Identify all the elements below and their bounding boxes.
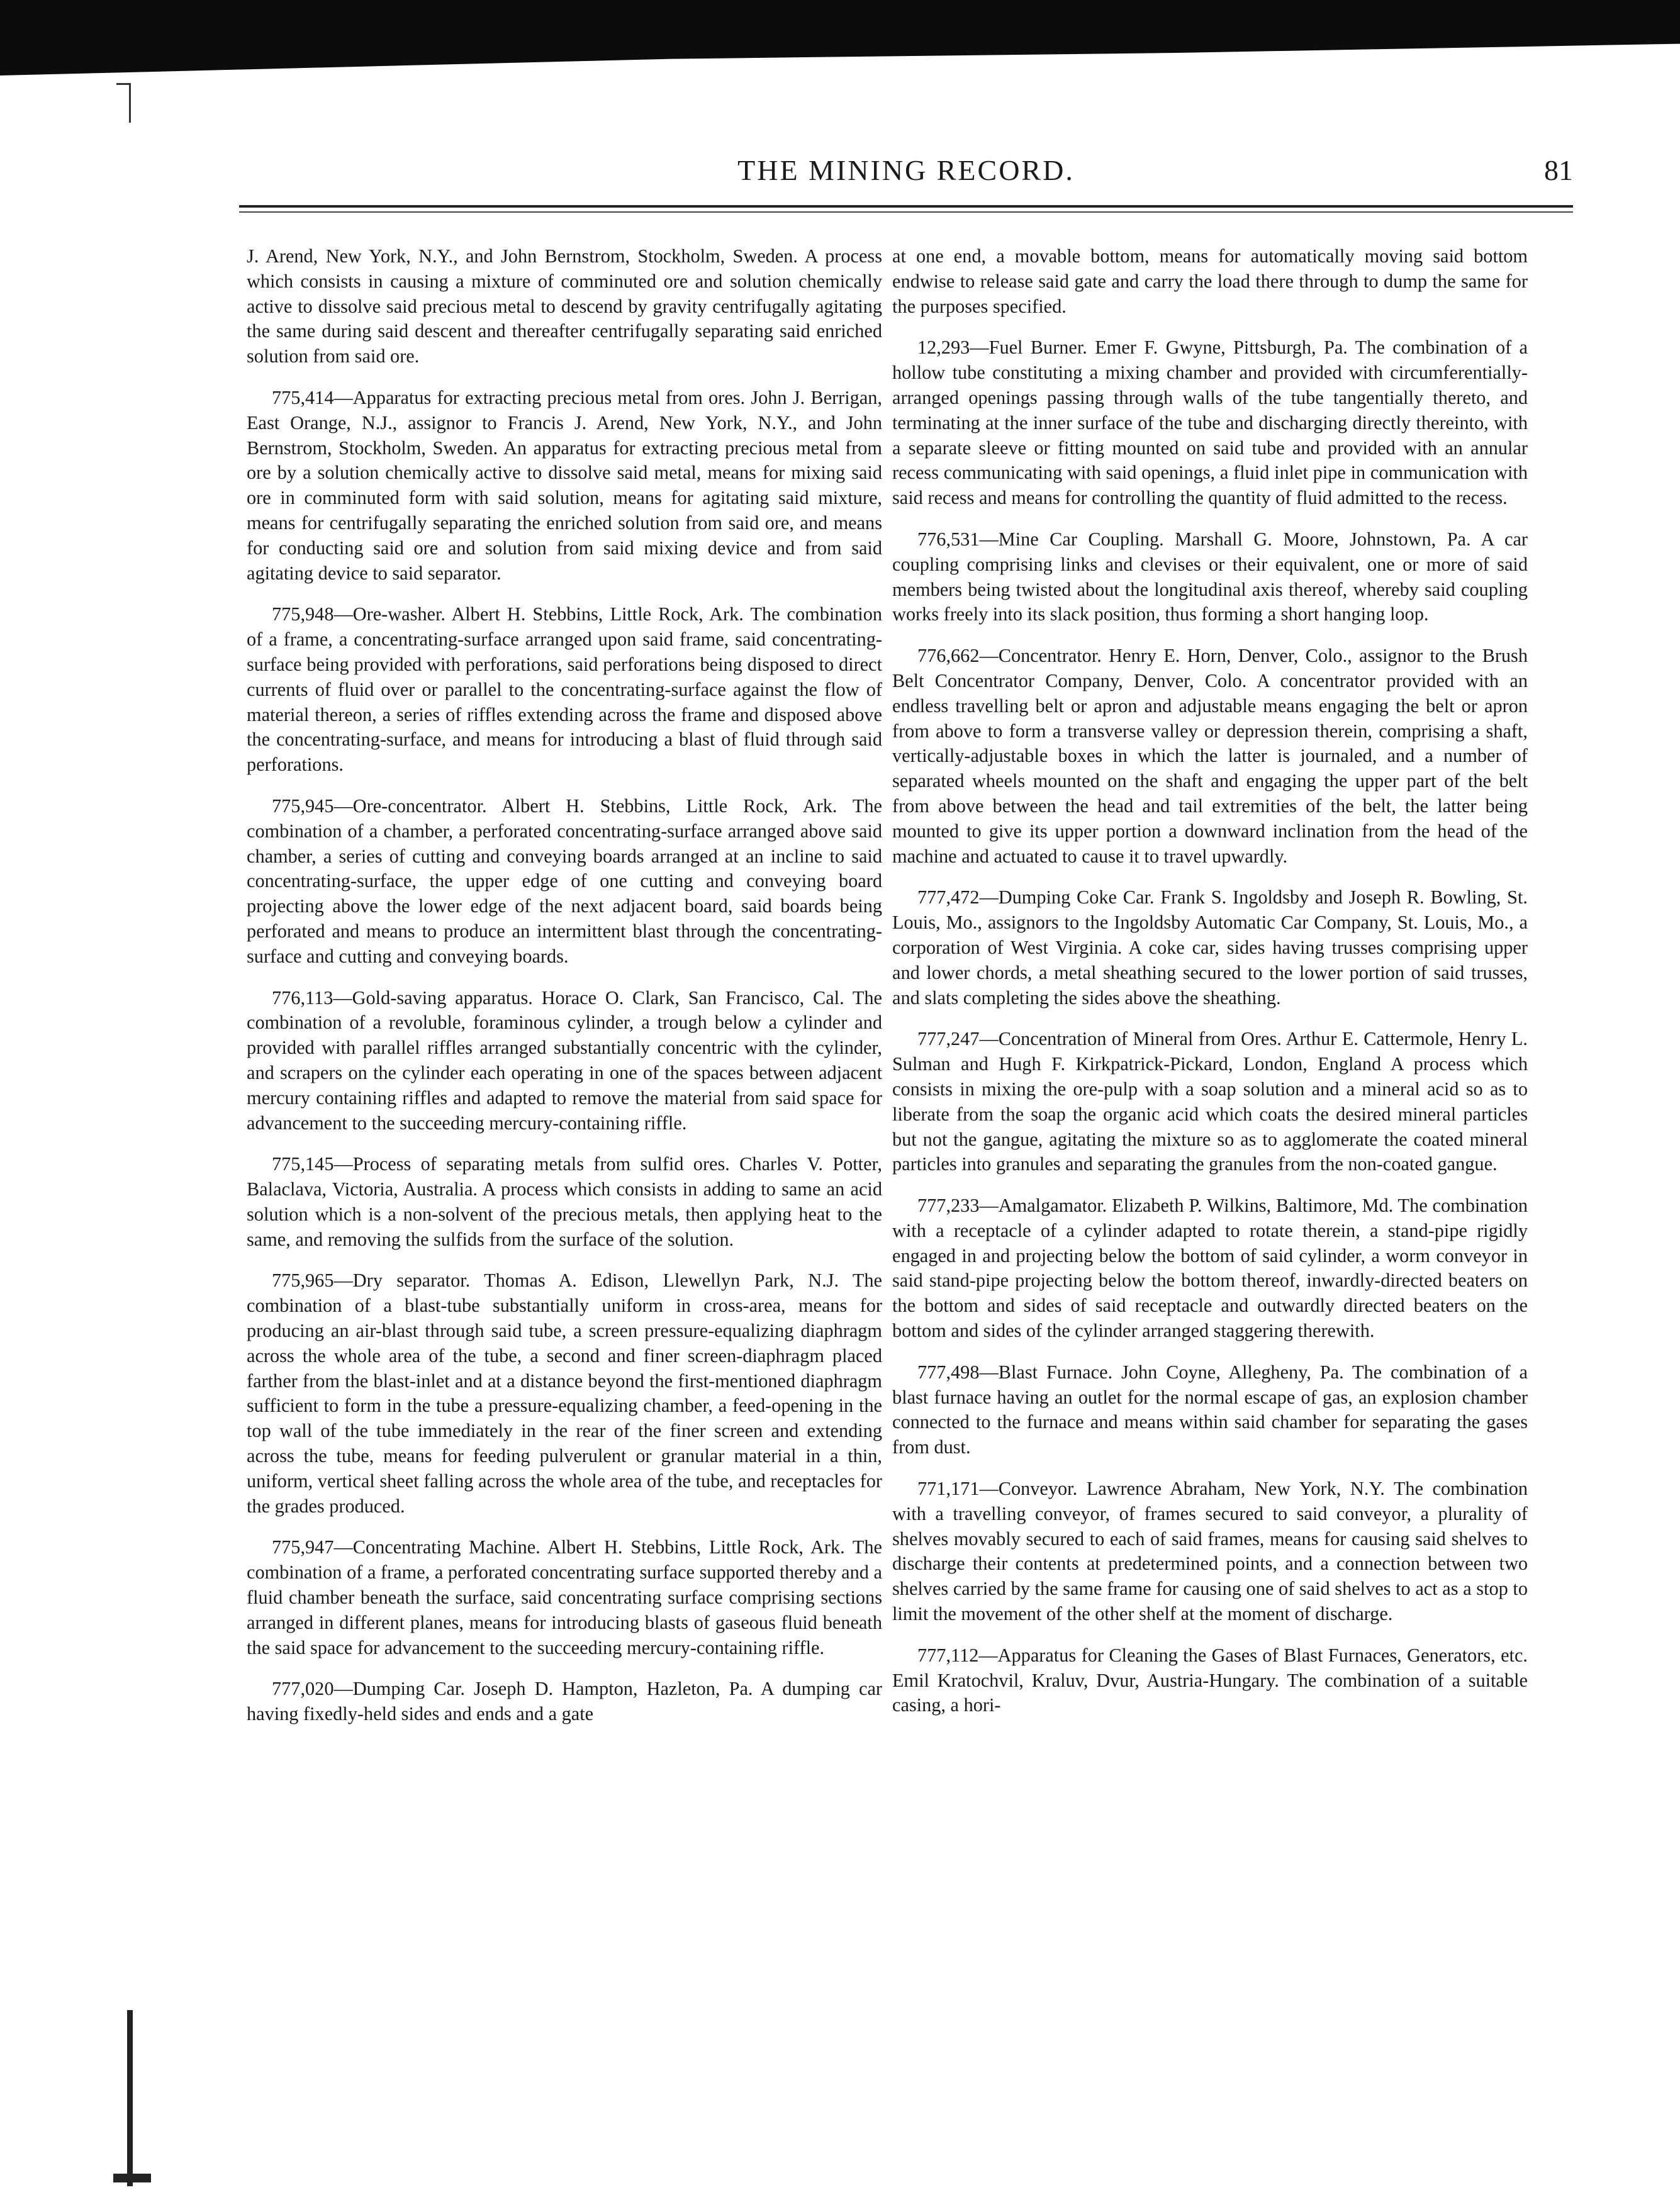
header-rule-thin: [239, 211, 1573, 213]
patent-entry: 12,293—Fuel Burner. Emer F. Gwyne, Pittsburgh, Pa. The combination of a hollow tube constituting a mixing chamber and provided with circumferentially-arranged openings passing through walls of the tube tangentially thereto, and terminating at the inner surface of the tube and discharging directly thereinto, with a separate sleeve or fitting mounted on said tube and provided with an annular recess communicating with said openings, a fluid inlet pipe in communication with said recess and means for controlling the quantity of fluid admitted to the recess.: [892, 337, 1528, 509]
patent-entry: 775,948—Ore-washer. Albert H. Stebbins, Little Rock, Ark. The combination of a frame, a concentrating-surface arranged upon said frame, said concentrating-surface being provided with perforations, said perforations being disposed to direct currents of fluid over or parallel to the concentrating-surface against the flow of material thereon, a series of riffles extending across the frame and disposed above the concentrating-surface, and means for introducing a blast of fluid through said perforations.: [247, 603, 882, 776]
right-column: [892, 244, 1528, 1735]
patent-entry: 777,472—Dumping Coke Car. Frank S. Ingoldsby and Joseph R. Bowling, St. Louis, Mo., assignors to the Ingoldsby Automatic Car Company, St. Louis, Mo., a corporation of West Virginia. A coke car, sides having trusses comprising upper and lower chords, a metal sheathing secured to the lower portion of said trusses, and slats completing the sides above the sheathing.: [892, 886, 1528, 1008]
patent-entry: 777,247—Concentration of Mineral from Ores. Arthur E. Cattermole, Henry L. Sulman and Hugh F. Kirkpatrick-Pickard, London, England A process which consists in mixing the ore-pulp with a soap solution and a mineral acid so as to liberate from the soap the organic acid which coats the desired mineral particles but not the gangue, agitating the mixture so as to agglomerate the coated mineral particles into granules and separating the granules from the non-coated gangue.: [892, 1028, 1528, 1175]
patent-entry: 771,171—Conveyor. Lawrence Abraham, New York, N.Y. The combination with a travelling conveyor, of frames secured to said conveyor, a plurality of shelves movably secured to each of said frames, means for causing said shelves to discharge their contents at predetermined points, and a connection between two shelves carried by the same frame for causing one of said shelves to act as a stop to limit the movement of the other shelf at the moment of discharge.: [892, 1478, 1528, 1625]
patent-entry: 777,498—Blast Furnace. John Coyne, Allegheny, Pa. The combination of a blast furnace having an outlet for the normal escape of gas, an explosion chamber connected to the furnace and means within said chamber for separating the gases from dust.: [892, 1361, 1528, 1458]
crop-mark: [116, 83, 131, 123]
running-title: THE MINING RECORD.: [737, 154, 1075, 186]
patent-entry: 777,020—Dumping Car. Joseph D. Hampton, Hazleton, Pa. A dumping car having fixedly-held sides and ends and a gate: [247, 1678, 882, 1725]
patent-entry: 776,662—Concentrator. Henry E. Horn, Denver, Colo., assignor to the Brush Belt Concentrator Company, Denver, Colo. A concentrator provided with an endless travelling belt or apron and adjustable means engaging the belt or apron from above to form a transverse valley or depression therein, comprising a shaft, vertically-adjustable boxes in which the latter is journaled, and a number of separated wheels mounted on the shaft and engaging the upper part of the belt from above between the head and tail extremities of the belt, the latter being mounted to give its upper portion a downward inclination from the head of the machine and actuated to cause it to travel upwardly.: [892, 645, 1528, 867]
page-number: 81: [1544, 154, 1573, 186]
patent-entry: 776,113—Gold-saving apparatus. Horace O. Clark, San Francisco, Cal. The combination of a revoluble, foraminous cylinder, a trough below a cylinder and provided with parallel riffles arranged substantially concentric with the cylinder, and scrapers on the cylinder each operating in one of the spaces between adjacent mercury containing riffles and adapted to remove the material from said space for advancement to the succeeding mercury-containing riffle.: [247, 986, 882, 1134]
patent-entry: 775,414—Apparatus for extracting precious metal from ores. John J. Berrigan, East Orange, N.J., assignor to Francis J. Arend, New York, N.Y., and John Bernstrom, Stockholm, Sweden. An apparatus for extracting precious metal from ore by a solution chemically active to dissolve said metal, means for mixing said ore in comminuted form with said solution, means for agitating said mixture, means for centrifugally separating the enriched solution from said ore, and means for conducting said ore and solution from said mixing device and from said agitating device to said separator.: [247, 386, 882, 584]
binding-mark: [113, 2010, 151, 2186]
patent-entry: 777,112—Apparatus for Cleaning the Gases of Blast Furnaces, Generators, etc. Emil Kratochvil, Kraluv, Dvur, Austria-Hungary. The combination of a suitable casing, a hori-: [892, 1644, 1528, 1716]
patent-entry: 776,531—Mine Car Coupling. Marshall G. Moore, Johnstown, Pa. A car coupling comprising links and clevises or their equivalent, one or more of said members being twisted about the longitudinal axis thereof, whereby said coupling works freely into its slack position, thus forming a short hanging loop.: [892, 528, 1528, 625]
header-rule: [239, 205, 1573, 208]
page-header: [239, 148, 1573, 205]
patent-entry: 777,233—Amalgamator. Elizabeth P. Wilkins, Baltimore, Md. The combination with a receptacle of a cylinder adapted to rotate therein, a stand-pipe rigidly engaged in and projecting below the bottom of said cylinder, a worm conveyor in said stand-pipe projecting below the bottom thereof, inwardly-directed beaters on the bottom and sides of said receptacle and outwardly directed beaters on the bottom and sides of the cylinder arranged staggering therewith.: [892, 1195, 1528, 1342]
patent-entry: J. Arend, New York, N.Y., and John Bernstrom, Stockholm, Sweden. A process which consists in causing a mixture of comminuted ore and solution chemically active to dissolve said precious metal to descend by gravity centrifugally agitating the same during said descent and thereafter centrifugally separating said enriched solution from said ore.: [247, 245, 882, 367]
patent-entry: 775,965—Dry separator. Thomas A. Edison, Llewellyn Park, N.J. The combination of a blast-tube substantially uniform in cross-area, means for producing an air-blast through said tube, a screen pressure-equalizing diaphragm across the whole area of the tube, a second and finer screen-diaphragm placed farther from the blast-inlet and at a distance beyond the first-mentioned diaphragm sufficient to form in the tube a pressure-equalizing chamber, a feed-opening in the top wall of the tube immediately in the rear of the finer screen and extending across the tube, means for feeding pulverulent or granular material in a thin, uniform, vertical sheet falling across the whole area of the tube, and receptacles for the grades produced.: [247, 1270, 882, 1517]
patent-entry: 775,945—Ore-concentrator. Albert H. Stebbins, Little Rock, Ark. The combination of a chamber, a perforated concentrating-surface arranged above said chamber, a series of cutting and conveying boards arranged at an incline to said concentrating-surface, the upper edge of one cutting and conveying board projecting above the lower edge of the next adjacent board, said boards being perforated and means to produce an intermittent blast through the concentrating-surface and cutting and conveying boards.: [247, 795, 882, 967]
scan-dark-border: [0, 0, 1680, 75]
patent-entry: 775,947—Concentrating Machine. Albert H. Stebbins, Little Rock, Ark. The combination of a frame, a perforated concentrating surface supported thereby and a fluid chamber beneath the surface, said concentrating surface comprising sections arranged in different planes, means for introducing blasts of gaseous fluid beneath the said space for advancement to the succeeding mercury-containing riffle.: [247, 1536, 882, 1658]
patent-entry: 775,145—Process of separating metals from sulfid ores. Charles V. Potter, Balaclava, Victoria, Australia. A process which consists in adding to same an acid solution which is a non-solvent of the precious metals, then applying heat to the same, and removing the sulfids from the surface of the solution.: [247, 1153, 882, 1250]
patent-entry: at one end, a movable bottom, means for automatically moving said bottom endwise to release said gate and carry the load there through to dump the same for the purposes specified.: [892, 245, 1528, 317]
left-column: [247, 244, 882, 1743]
